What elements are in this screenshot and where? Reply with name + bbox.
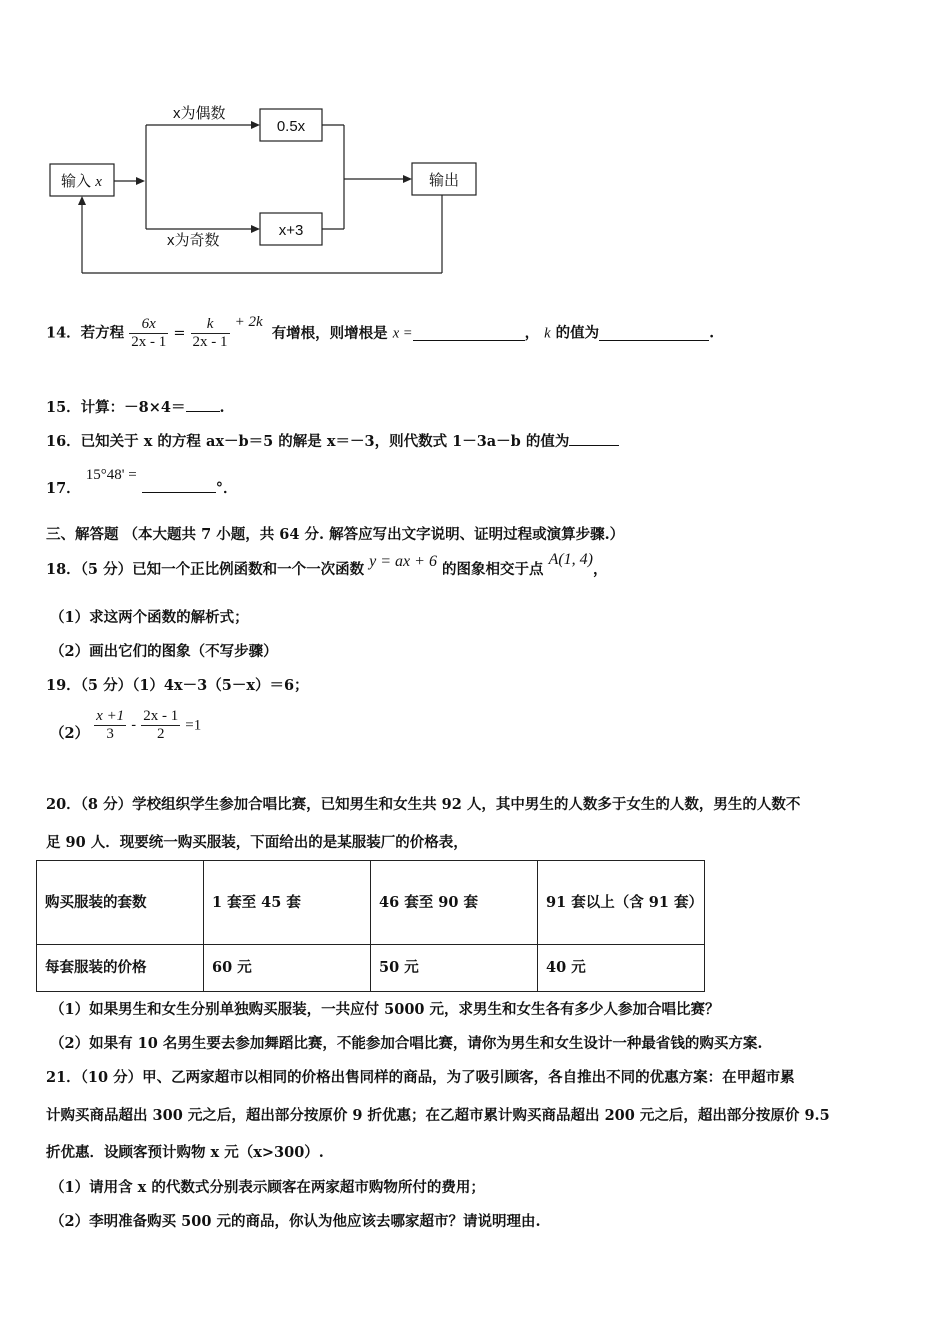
q14-k: k	[544, 325, 551, 342]
q20-sub-1: （1）如果男生和女生分别单独购买服装，一共应付 5000 元，求男生和女生各有多少人参加合唱比赛？	[50, 1001, 720, 1018]
q14-prefix: 14．若方程	[46, 324, 125, 342]
question-14	[46, 313, 715, 351]
q16-text: 16．已知关于 x 的方程 ax－b＝5 的解是 x＝－3，则代数式 1－3a－b 的值为	[46, 433, 570, 450]
question-20-line-2: 足 90 人．现要统一购买服装，下面给出的是某服装厂的价格表，	[46, 834, 468, 851]
question-21-line-3: 折优惠．设顾客预计购物 x 元（x>300）.	[46, 1144, 324, 1161]
arrow-head-icon	[251, 225, 260, 233]
q21-sub-1: （1）请用含 x 的代数式分别表示顾客在两家超市购物所付的费用；	[50, 1179, 485, 1196]
q14-fraction-1	[129, 316, 168, 351]
q18-prefix: 18．（5 分）已知一个正比例函数和一个一次函数	[46, 561, 365, 578]
table-cell: 购买服装的套数	[37, 861, 204, 945]
q18-point: A(1, 4)	[548, 551, 593, 568]
odd-op-label: x+3	[278, 222, 304, 239]
q14-answer-blank-2[interactable]	[599, 326, 709, 341]
q14-frac1-den: 2x - 1	[131, 334, 167, 350]
table-cell: 1 套至 45 套	[204, 861, 371, 945]
question-18	[46, 551, 608, 578]
q14-middle: 有增根，则增根是	[271, 324, 388, 342]
q14-suffix: 的值为	[555, 324, 600, 342]
arrow-head-icon	[136, 177, 145, 185]
input-label: 输入 x	[61, 173, 102, 190]
question-21-line-2: 计购买商品超出 300 元之后，超出部分按原价 9 折优惠；在乙超市累计购买商品超出 200 元之后，超出部分按原价 9.5	[46, 1107, 830, 1124]
table-cell: 50 元	[371, 945, 538, 992]
q19-frac2-den: 2	[156, 726, 165, 742]
q19-minus: -	[131, 717, 137, 734]
price-table	[36, 860, 705, 992]
q18-sub-2: （2）画出它们的图象（不写步骤）	[50, 643, 278, 660]
q19-rhs: =1	[185, 717, 202, 734]
table-cell: 每套服装的价格	[37, 945, 204, 992]
q19-frac1-num: x +1	[96, 708, 125, 724]
q19-frac2-num: 2x - 1	[143, 708, 179, 724]
q19-fraction-2	[141, 708, 180, 743]
question-21-line-1: 21．（10 分）甲、乙两家超市以相同的价格出售同样的商品，为了吸引顾客，各自推出不同的优惠方案：在甲超市累	[46, 1069, 795, 1086]
q19-frac1-den: 3	[106, 726, 114, 742]
q17-num: 17．	[46, 480, 81, 497]
flowchart	[0, 0, 950, 290]
table-row	[37, 945, 705, 992]
q14-plus-term: + 2k	[234, 313, 263, 330]
q20-sub-2: （2）如果有 10 名男生要去参加舞蹈比赛，不能参加合唱比赛，请你为男生和女生设计一种最省钱的购买方案.	[50, 1035, 763, 1052]
q17-expr: 15°48' =	[85, 467, 137, 483]
table-cell: 46 套至 90 套	[371, 861, 538, 945]
q21-sub-2: （2）李明准备购买 500 元的商品，你认为他应该去哪家超市？请说明理由.	[50, 1213, 541, 1230]
question-20-line-1: 20．（8 分）学校组织学生参加合唱比赛，已知男生和女生共 92 人，其中男生的人数多于女生的人数，男生的人数不	[46, 796, 801, 813]
q14-frac1-num: 6x	[129, 316, 168, 334]
q14-fraction-2	[191, 316, 230, 351]
question-15	[46, 396, 225, 417]
q18-middle: 的图象相交于点	[442, 561, 544, 578]
q18-func: y = ax + 6	[369, 553, 437, 570]
table-row	[37, 861, 705, 945]
q17-end: °．	[215, 480, 238, 497]
q15-answer-blank[interactable]	[186, 397, 220, 412]
question-17	[46, 464, 238, 497]
q14-frac2-num: k	[191, 316, 230, 334]
question-19-part-1: 19．（5 分）（1）4x－3（5－x）＝6；	[46, 677, 309, 694]
q19-fraction-1	[94, 708, 126, 743]
q15-end: .	[219, 399, 225, 416]
arrow-head-icon	[78, 196, 86, 205]
table-cell: 60 元	[204, 945, 371, 992]
q18-sub-1: （1）求这两个函数的解析式；	[50, 609, 249, 626]
q15-text: 15．计算：－8×4＝	[46, 399, 186, 416]
arrow-head-icon	[403, 175, 412, 183]
output-label: 输出	[428, 172, 460, 189]
table-cell: 40 元	[538, 945, 705, 992]
q16-answer-blank[interactable]	[569, 431, 619, 446]
q19-sub2-label: （2）	[50, 724, 90, 742]
question-16	[46, 430, 619, 451]
table-cell: 91 套以上（含 91 套）	[538, 861, 705, 945]
q14-end: .	[709, 324, 715, 342]
question-19-part-2	[50, 708, 201, 743]
odd-label: x为奇数	[167, 232, 220, 249]
even-label: x为偶数	[173, 105, 226, 122]
even-op-label: 0.5x	[276, 118, 306, 135]
section-3-heading: 三、解答题 （本大题共 7 小题，共 64 分. 解答应写出文字说明、证明过程或演算步骤.）	[46, 526, 625, 543]
q14-comma: ，	[524, 324, 540, 342]
q14-frac2-den: 2x - 1	[192, 334, 228, 350]
q14-var-eq: x =	[392, 325, 413, 342]
arrow-head-icon	[251, 121, 260, 129]
q14-answer-blank-1[interactable]	[413, 326, 525, 341]
q18-end: ，	[593, 561, 608, 578]
q17-answer-blank[interactable]	[142, 478, 216, 493]
q14-eq: =	[173, 325, 186, 342]
